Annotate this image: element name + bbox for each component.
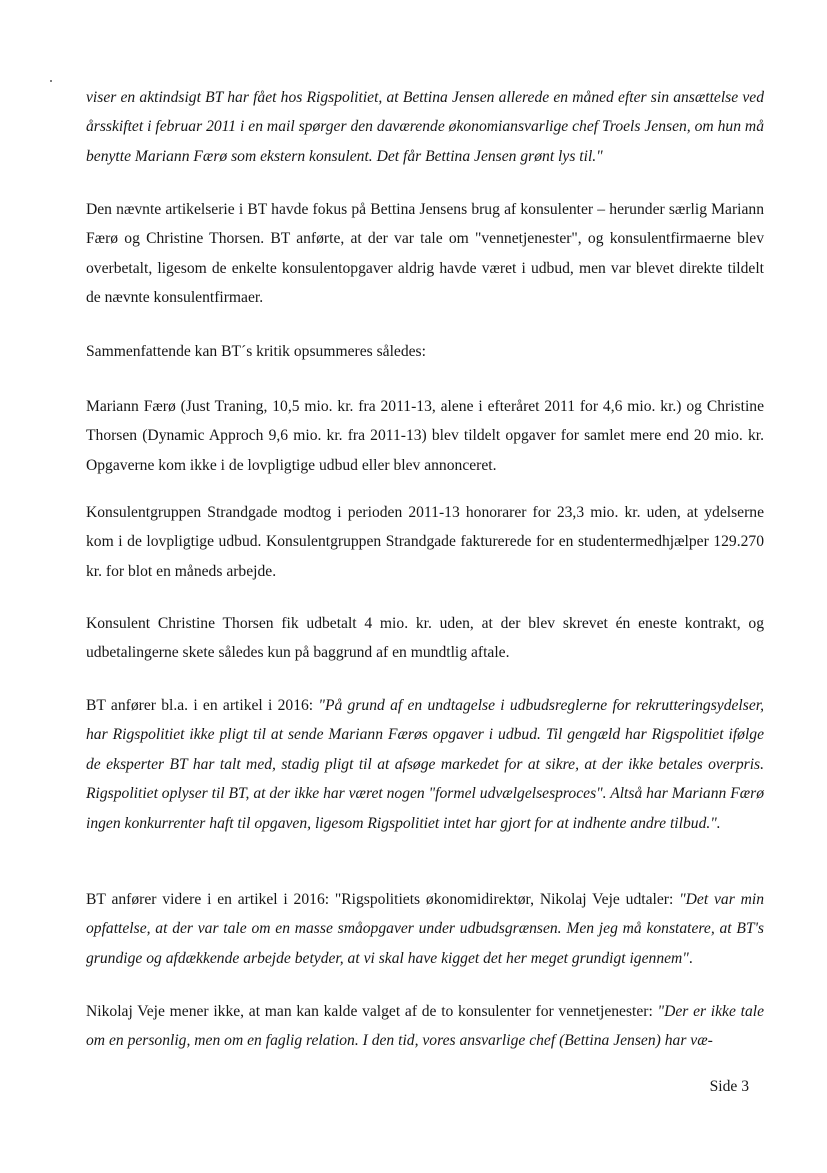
bt-article-1-intro: BT anfører bl.a. i en artikel i 2016: xyxy=(86,697,319,714)
quote-continuation-paragraph xyxy=(86,83,764,171)
veje-paragraph xyxy=(86,997,764,1056)
thorsen-payment-paragraph xyxy=(86,609,764,668)
thorsen-payment-text: Konsulent Christine Thorsen fik udbetalt 4 mio. kr. uden, at der blev skrevet én eneste kontrakt, og udbetalingerne skete således kun på baggrund af en mundtlig aftale. xyxy=(86,615,764,662)
summary-paragraph xyxy=(86,337,764,366)
veje-quote: "Der er ikke tale om en personlig, men om en faglig relation. I den tid, vores ansvarlige chef (Bettina Jensen) har væ- xyxy=(86,1003,764,1050)
summary-text: Sammenfattende kan BT´s kritik opsummeres således: xyxy=(86,343,426,360)
bt-article-2-intro: BT anfører videre i en artikel i 2016: "Rigspolitiets økonomidirektør, Nikolaj Veje udtaler: xyxy=(86,891,680,908)
bt-article-1-quote: "På grund af en undtagelse i udbudsreglerne for rekrutteringsydelser, har Rigspolitiet ikke pligt til at sende Mariann Færøs opgaver i udbud. Til gengæld har Rigspolitiet ifølge de eksperter BT har talt med, stadig pligt til at afsøge markedet for at sikre, at der ikke betales overpris. Rigspolitiet oplyser til BT, at der ikke har været nogen "formel udvælgelsesproces". Altså har Mariann Færø ingen konkurrenter haft til opgaven, ligesom Rigspolitiet intet har gjort for at indhente andre tilbud.". xyxy=(86,697,764,832)
bt-article-2-paragraph xyxy=(86,885,764,973)
veje-intro: Nikolaj Veje mener ikke, at man kan kalde valget af de to konsulenter for vennetjenester: xyxy=(86,1003,658,1020)
strandgade-text: Konsulentgruppen Strandgade modtog i perioden 2011-13 honorarer for 23,3 mio. kr. uden, at ydelserne kom i de lovpligtige udbud. Konsulentgruppen Strandgade fakturerede for en studentermedhjælper 129.270 kr. for blot en måneds arbejde. xyxy=(86,504,764,580)
strandgade-paragraph xyxy=(86,498,764,586)
quote-continuation-text: viser en aktindsigt BT har fået hos Rigspolitiet, at Bettina Jensen allerede en måned efter sin ansættelse ved årsskiftet i februar 2011 i en mail spørger den daværende økonomiansvarlige chef Troels Jensen, om hun må benytte Mariann Færø som ekstern konsulent. Det får Bettina Jensen grønt lys til." xyxy=(86,89,764,165)
scan-speck xyxy=(50,80,52,82)
article-series-paragraph xyxy=(86,195,764,313)
faeroe-thorsen-text: Mariann Færø (Just Traning, 10,5 mio. kr. fra 2011-13, alene i efteråret 2011 for 4,6 mio. kr.) og Christine Thorsen (Dynamic Approch 9,6 mio. kr. fra 2011-13) blev tildelt opgaver for samlet mere end 20 mio. kr. Opgaverne kom ikke i de lovpligtige udbud eller blev annonceret. xyxy=(86,398,764,474)
faeroe-thorsen-paragraph xyxy=(86,392,764,480)
bt-article-2-end: . xyxy=(688,949,693,967)
page-number: Side 3 xyxy=(709,1078,749,1095)
article-series-text: Den nævnte artikelserie i BT havde fokus på Bettina Jensens brug af konsulenter – herunder særlig Mariann Færø og Christine Thorsen. BT anførte, at der var tale om "vennetjenester", og konsulentfirmaerne blev overbetalt, ligesom de enkelte konsulentopgaver aldrig havde været i udbud, men var blevet direkte tildelt de nævnte konsulentfirmaer. xyxy=(86,201,764,307)
bt-article-2-quote: "Det var min opfattelse, at der var tale om en masse småopgaver under udbudsgrænsen. Men jeg må konstatere, at BT's grundige og afdækkende arbejde betyder, at vi skal have kigget det her meget grundigt igennem" xyxy=(86,891,764,967)
bt-article-1-paragraph xyxy=(86,691,764,838)
